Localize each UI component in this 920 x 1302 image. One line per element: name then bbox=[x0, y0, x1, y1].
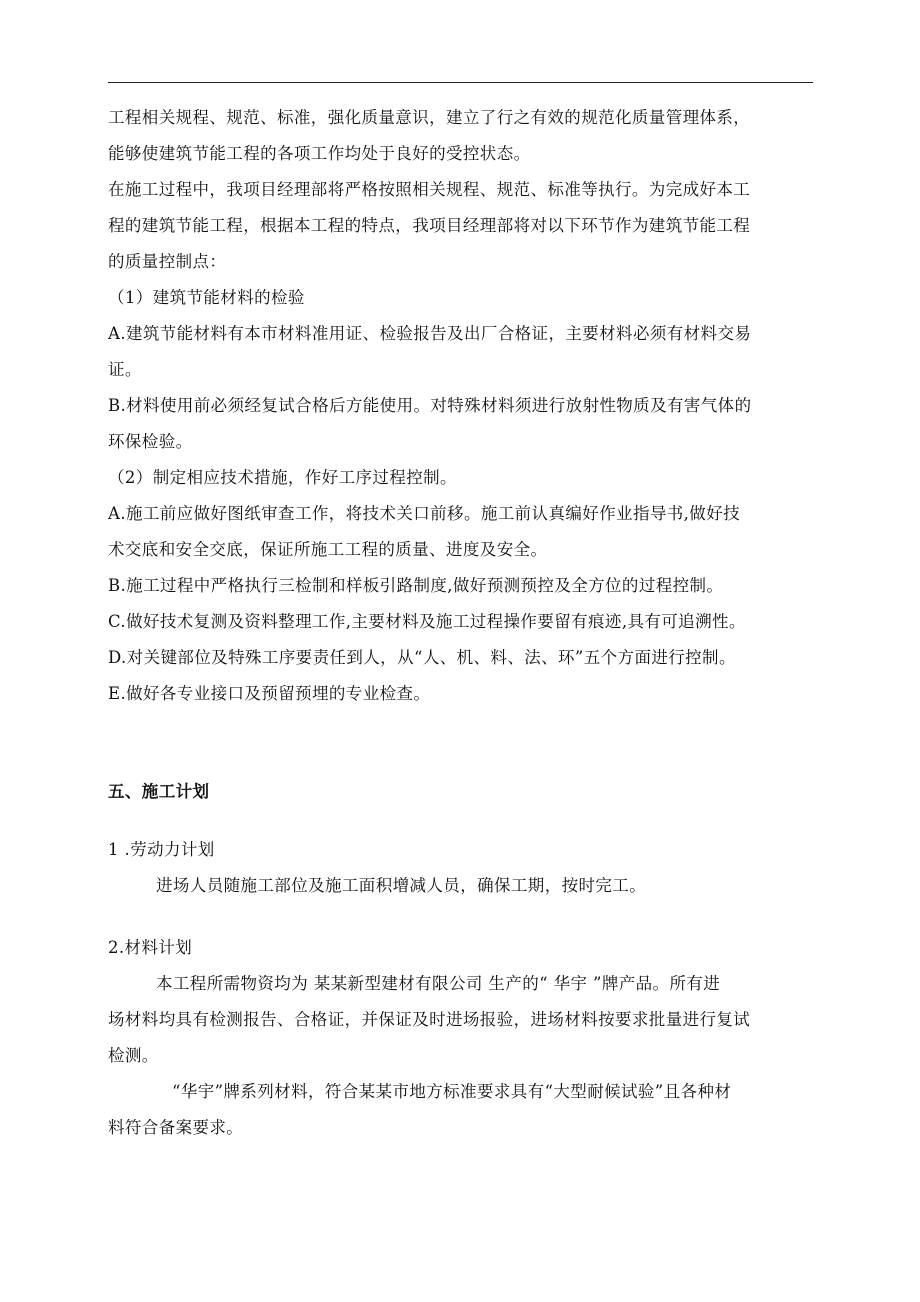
measure-b: B.施工过程中严格执行三检制和样板引路制度,做好预测预控及全方位的过程控制。 bbox=[108, 576, 724, 595]
item-a-line-1: A.建筑节能材料有本市材料准用证、检验报告及出厂合格证，主要材料必须有材料交易 bbox=[108, 324, 752, 343]
labor-plan-text: 进场人员随施工部位及施工面积增减人员，确保工期，按时完工。 bbox=[156, 876, 647, 895]
material-plan-p1-line-3: 检测。 bbox=[108, 1046, 159, 1065]
paragraph-control-points-line-1: 在施工过程中，我项目经理部将严格按照相关规程、规范、标准等执行。为完成好本工 bbox=[108, 180, 751, 199]
header-rule bbox=[108, 82, 813, 83]
item-a-line-2: 证。 bbox=[108, 360, 142, 379]
page-body bbox=[108, 100, 818, 1146]
paragraph-quality-system-line-1: 工程相关规程、规范、标准，强化质量意识，建立了行之有效的规范化质量管理体系， bbox=[108, 108, 751, 127]
material-plan-p2-line-2: 料符合备案要求。 bbox=[108, 1118, 244, 1137]
paragraph-control-points-line-3: 的质量控制点： bbox=[108, 252, 227, 271]
spacer bbox=[108, 904, 818, 930]
material-plan-p2-line-1: “华宇”牌系列材料，符合某某市地方标准要求具有“大型耐候试验”且各种材 bbox=[172, 1082, 732, 1101]
measure-c: C.做好技术复测及资料整理工作,主要材料及施工过程操作要留有痕迹,具有可追溯性。 bbox=[108, 612, 746, 631]
item-b-line-2: 环保检验。 bbox=[108, 432, 193, 451]
measure-d: D.对关键部位及特殊工序要责任到人，从“人、机、料、法、环”五个方面进行控制。 bbox=[108, 648, 736, 667]
material-plan-title: 2.材料计划 bbox=[108, 938, 193, 957]
measure-a-line-2: 术交底和安全交底，保证所施工工程的质量、进度及安全。 bbox=[108, 540, 548, 559]
spacer bbox=[108, 712, 818, 774]
measure-e: E.做好各专业接口及预留预埋的专业检查。 bbox=[108, 684, 431, 703]
measure-a-line-1: A.施工前应做好图纸审查工作，将技术关口前移。施工前认真编好作业指导书,做好技 bbox=[108, 504, 741, 523]
spacer bbox=[108, 810, 818, 832]
subsection-title-material-inspection: （1）建筑节能材料的检验 bbox=[108, 288, 305, 307]
section-title-construction-plan: 五、施工计划 bbox=[108, 782, 210, 801]
subsection-title-technical-measures: （2）制定相应技术措施，作好工序过程控制。 bbox=[108, 468, 457, 487]
item-b-line-1: B.材料使用前必须经复试合格后方能使用。对特殊材料须进行放射性物质及有害气体的 bbox=[108, 396, 752, 415]
paragraph-control-points-line-2: 程的建筑节能工程，根据本工程的特点，我项目经理部将对以下环节作为建筑节能工程 bbox=[108, 216, 751, 235]
material-plan-p1-line-2: 场材料均具有检测报告、合格证，并保证及时进场报验，进场材料按要求批量进行复试 bbox=[108, 1010, 751, 1029]
labor-plan-title: 1 .劳动力计划 bbox=[108, 840, 215, 859]
paragraph-quality-system-line-2: 能够使建筑节能工程的各项工作均处于良好的受控状态。 bbox=[108, 144, 531, 163]
material-plan-p1-line-1: 本工程所需物资均为 某某新型建材有限公司 生产的“ 华宇 ”牌产品。所有进 bbox=[156, 974, 721, 993]
